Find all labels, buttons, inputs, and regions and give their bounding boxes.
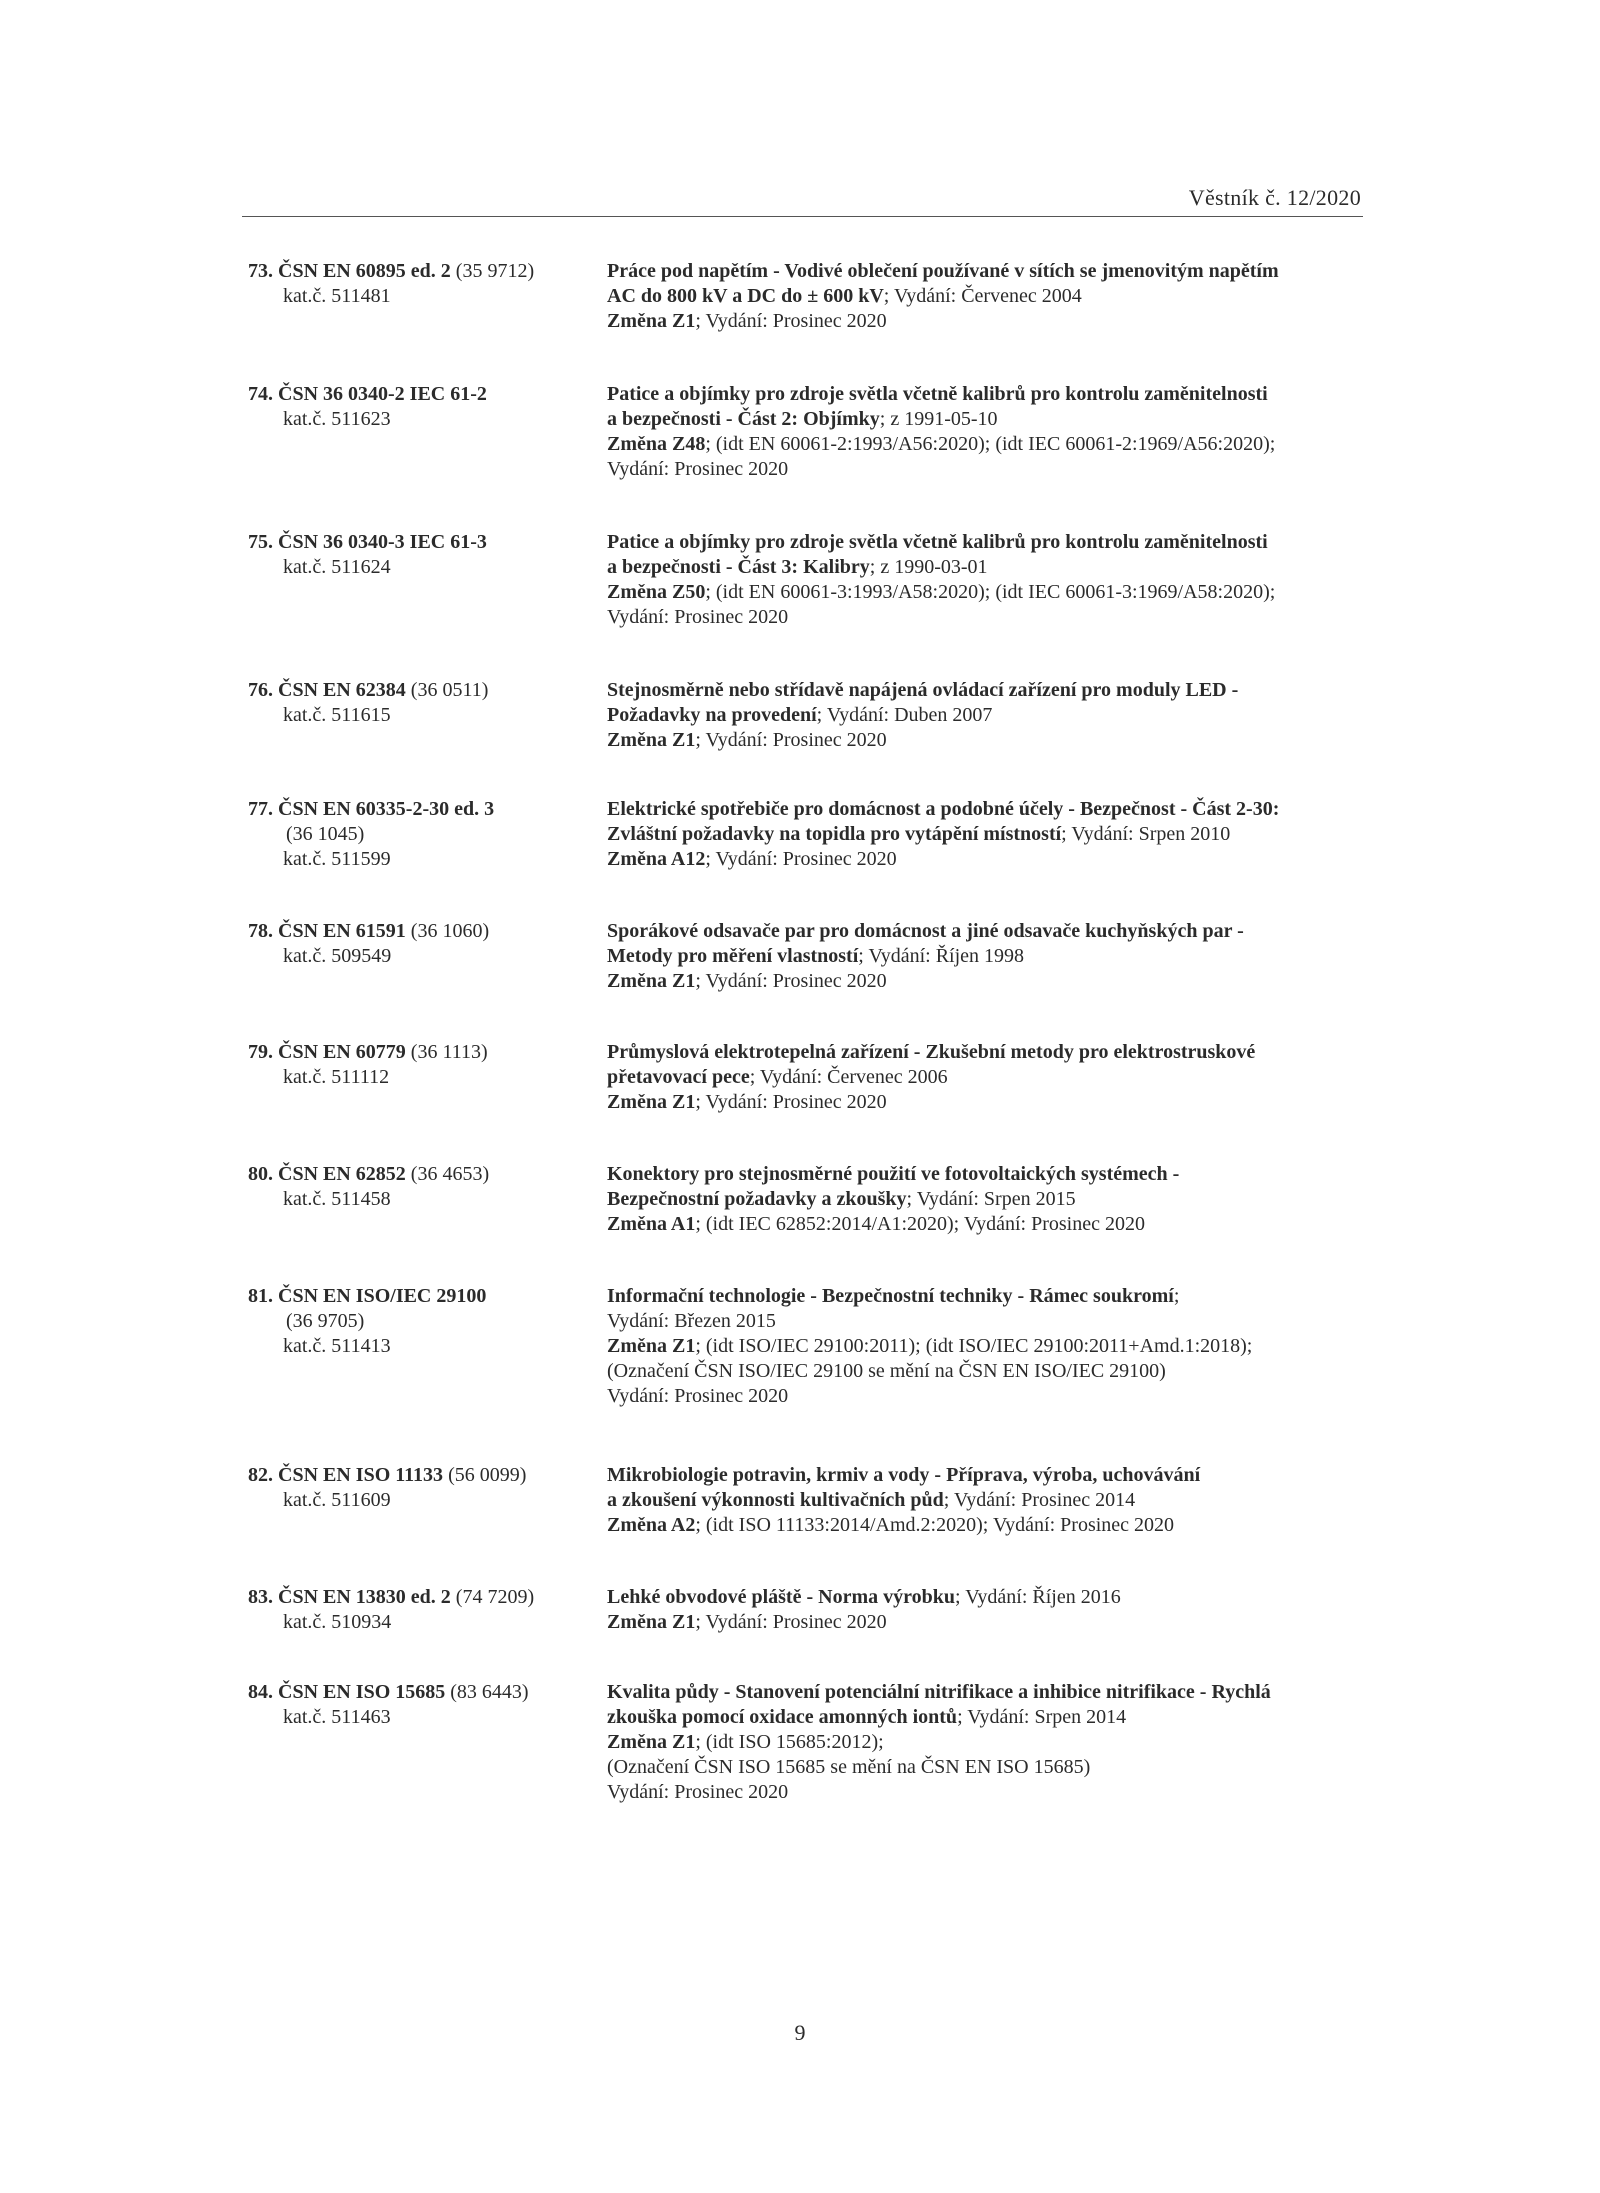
standard-description — [607, 1585, 1387, 1635]
description-line — [607, 1359, 1387, 1384]
title-text: Změna Z48 — [607, 433, 706, 455]
title-text: Požadavky na provedení — [607, 704, 817, 726]
detail-text: ; Vydání: Srpen 2015 — [906, 1188, 1076, 1210]
title-text: Změna Z1 — [607, 1335, 696, 1357]
detail-text: ; Vydání: Prosinec 2020 — [705, 848, 897, 870]
standard-description — [607, 382, 1387, 482]
description-line — [607, 432, 1387, 457]
entry-number: 76. — [248, 679, 273, 701]
title-text: Elektrické spotřebiče pro domácnost a podobné účely - Bezpečnost - Část 2-30: — [607, 798, 1280, 820]
description-line — [607, 1585, 1387, 1610]
detail-text: ; Vydání: Prosinec 2020 — [695, 1091, 887, 1113]
title-text: a bezpečnosti - Část 3: Kalibry — [607, 556, 870, 578]
standard-identifier — [248, 1284, 600, 1359]
detail-text: Vydání: Březen 2015 — [607, 1310, 776, 1332]
title-text: AC do 800 kV a DC do ± 600 kV — [607, 285, 884, 307]
standard-code: ČSN EN 60895 ed. 2 — [278, 260, 451, 282]
description-line — [607, 1610, 1387, 1635]
title-text: Stejnosměrně nebo střídavě napájená ovládací zařízení pro moduly LED - — [607, 679, 1239, 701]
standard-description — [607, 1463, 1387, 1538]
title-text: Lehké obvodové pláště - Norma výrobku — [607, 1586, 955, 1608]
detail-text: ; Vydání: Prosinec 2020 — [695, 310, 887, 332]
entry-number: 84. — [248, 1681, 273, 1703]
classification-number: (35 9712) — [455, 260, 535, 282]
standard-description — [607, 259, 1387, 334]
detail-text: ; Vydání: Duben 2007 — [816, 704, 993, 726]
bulletin-title: Věstník č. 12/2020 — [1188, 185, 1361, 210]
standard-identifier — [248, 797, 600, 872]
detail-text: Vydání: Prosinec 2020 — [607, 1385, 789, 1407]
entry-number: 75. — [248, 531, 273, 553]
description-line — [607, 1384, 1387, 1409]
description-line — [607, 1090, 1387, 1115]
description-line — [607, 1187, 1387, 1212]
standard-code: ČSN 36 0340-2 IEC 61-2 — [278, 383, 487, 405]
catalog-number: kat.č. 511609 — [283, 1489, 391, 1511]
description-line — [607, 284, 1387, 309]
description-line — [607, 1162, 1387, 1187]
description-line — [607, 1680, 1387, 1705]
standard-identifier — [248, 1585, 600, 1635]
standard-code: ČSN EN 62384 — [278, 679, 406, 701]
standard-code: ČSN EN ISO/IEC 29100 — [278, 1285, 487, 1307]
title-text: Změna A1 — [607, 1213, 696, 1235]
standard-identifier — [248, 259, 600, 309]
description-line — [607, 1513, 1387, 1538]
detail-text: ; z 1991-05-10 — [879, 408, 998, 430]
detail-text: ; (idt EN 60061-2:1993/A56:2020); (idt IEC 60061-2:1969/A56:2020); — [705, 433, 1276, 455]
standard-code: ČSN EN ISO 15685 — [278, 1681, 446, 1703]
standard-identifier — [248, 919, 600, 969]
description-line — [607, 1309, 1387, 1334]
title-text: Změna Z1 — [607, 1611, 696, 1633]
description-line — [607, 847, 1387, 872]
classification-number: (74 7209) — [455, 1586, 535, 1608]
detail-text: ; Vydání: Prosinec 2020 — [695, 970, 887, 992]
title-text: Kvalita půdy - Stanovení potenciální nitrifikace a inhibice nitrifikace - Rychlá — [607, 1681, 1271, 1703]
standard-description — [607, 1040, 1387, 1115]
detail-text: ; (idt EN 60061-3:1993/A58:2020); (idt IEC 60061-3:1969/A58:2020); — [705, 581, 1276, 603]
title-text: Zvláštní požadavky na topidla pro vytápění místností — [607, 823, 1062, 845]
title-text: Změna Z1 — [607, 310, 696, 332]
classification-number: (36 1045) — [286, 823, 365, 845]
classification-number: (56 0099) — [448, 1464, 527, 1486]
catalog-number: kat.č. 511599 — [283, 848, 391, 870]
standard-identifier — [248, 678, 600, 728]
detail-text: ; (idt ISO/IEC 29100:2011); (idt ISO/IEC 29100:2011+Amd.1:2018); — [695, 1335, 1253, 1357]
title-text: a zkoušení výkonnosti kultivačních půd — [607, 1489, 944, 1511]
detail-text: ; Vydání: Prosinec 2020 — [695, 1611, 887, 1633]
description-line — [607, 944, 1387, 969]
standard-identifier — [248, 1680, 600, 1730]
description-line — [607, 1212, 1387, 1237]
standard-code: ČSN EN 60335-2-30 ed. 3 — [278, 798, 495, 820]
description-line — [607, 1705, 1387, 1730]
description-line — [607, 605, 1387, 630]
standard-description — [607, 1680, 1387, 1805]
detail-text: ; Vydání: Srpen 2014 — [957, 1706, 1127, 1728]
detail-text: Vydání: Prosinec 2020 — [607, 606, 789, 628]
title-text: Patice a objímky pro zdroje světla včetně kalibrů pro kontrolu zaměnitelnosti — [607, 383, 1268, 405]
title-text: Změna Z1 — [607, 729, 696, 751]
standard-identifier — [248, 1162, 600, 1212]
catalog-number: kat.č. 511481 — [283, 285, 391, 307]
detail-text: ; (idt ISO 15685:2012); — [695, 1731, 884, 1753]
description-line — [607, 457, 1387, 482]
description-line — [607, 1730, 1387, 1755]
entry-number: 74. — [248, 383, 273, 405]
standard-identifier — [248, 1040, 600, 1090]
classification-number: (36 4653) — [410, 1163, 490, 1185]
description-line — [607, 728, 1387, 753]
description-line — [607, 1780, 1387, 1805]
detail-text: ; Vydání: Srpen 2010 — [1061, 823, 1231, 845]
entry-number: 82. — [248, 1464, 273, 1486]
description-line — [607, 259, 1387, 284]
description-line — [607, 797, 1387, 822]
detail-text: ; z 1990-03-01 — [869, 556, 988, 578]
standard-description — [607, 1162, 1387, 1237]
description-line — [607, 382, 1387, 407]
description-line — [607, 822, 1387, 847]
description-line — [607, 580, 1387, 605]
title-text: Konektory pro stejnosměrné použití ve fotovoltaických systémech - — [607, 1163, 1180, 1185]
description-line — [607, 1065, 1387, 1090]
classification-number: (83 6443) — [450, 1681, 529, 1703]
title-text: Změna Z1 — [607, 970, 696, 992]
entry-number: 73. — [248, 260, 273, 282]
description-line — [607, 1755, 1387, 1780]
title-text: Sporákové odsavače par pro domácnost a jiné odsavače kuchyňských par - — [607, 920, 1244, 942]
title-text: Patice a objímky pro zdroje světla včetně kalibrů pro kontrolu zaměnitelnosti — [607, 531, 1268, 553]
detail-text: ; Vydání: Říjen 1998 — [858, 945, 1025, 967]
title-text: Mikrobiologie potravin, krmiv a vody - Příprava, výroba, uchovávání — [607, 1464, 1201, 1486]
description-line — [607, 703, 1387, 728]
catalog-number: kat.č. 510934 — [283, 1611, 392, 1633]
description-line — [607, 1334, 1387, 1359]
catalog-number: kat.č. 511458 — [283, 1188, 391, 1210]
catalog-number: kat.č. 511463 — [283, 1706, 391, 1728]
description-line — [607, 555, 1387, 580]
entry-number: 78. — [248, 920, 273, 942]
entry-number: 80. — [248, 1163, 273, 1185]
catalog-number: kat.č. 511112 — [283, 1066, 390, 1088]
standard-description — [607, 919, 1387, 994]
description-line — [607, 678, 1387, 703]
catalog-number: kat.č. 511413 — [283, 1335, 391, 1357]
title-text: Změna A2 — [607, 1514, 696, 1536]
standard-description — [607, 530, 1387, 630]
title-text: Bezpečnostní požadavky a zkoušky — [607, 1188, 907, 1210]
standard-code: ČSN EN ISO 11133 — [278, 1464, 444, 1486]
catalog-number: kat.č. 511615 — [283, 704, 391, 726]
standard-identifier — [248, 382, 600, 432]
entry-number: 81. — [248, 1285, 273, 1307]
title-text: Změna Z50 — [607, 581, 706, 603]
standard-description — [607, 1284, 1387, 1409]
detail-text: ; — [1173, 1285, 1180, 1307]
standard-code: ČSN EN 13830 ed. 2 — [278, 1586, 451, 1608]
detail-text: ; Vydání: Prosinec 2020 — [695, 729, 887, 751]
page-header — [242, 184, 1363, 217]
detail-text: ; Vydání: Říjen 2016 — [955, 1586, 1121, 1608]
classification-number: (36 0511) — [410, 679, 489, 701]
title-text: Změna A12 — [607, 848, 706, 870]
detail-text: (Označení ČSN ISO/IEC 29100 se mění na ČSN EN ISO/IEC 29100) — [607, 1360, 1166, 1382]
standard-code: ČSN 36 0340-3 IEC 61-3 — [278, 531, 487, 553]
standard-code: ČSN EN 60779 — [278, 1041, 406, 1063]
description-line — [607, 530, 1387, 555]
classification-number: (36 9705) — [286, 1310, 365, 1332]
title-text: Změna Z1 — [607, 1091, 696, 1113]
standard-description — [607, 797, 1387, 872]
standard-identifier — [248, 530, 600, 580]
catalog-number: kat.č. 511624 — [283, 556, 391, 578]
title-text: zkouška pomocí oxidace amonných iontů — [607, 1706, 958, 1728]
description-line — [607, 1040, 1387, 1065]
description-line — [607, 1463, 1387, 1488]
title-text: přetavovací pece — [607, 1066, 750, 1088]
classification-number: (36 1060) — [410, 920, 490, 942]
description-line — [607, 1284, 1387, 1309]
description-line — [607, 407, 1387, 432]
detail-text: Vydání: Prosinec 2020 — [607, 458, 789, 480]
catalog-number: kat.č. 511623 — [283, 408, 391, 430]
description-line — [607, 1488, 1387, 1513]
page-number: 9 — [794, 2020, 806, 2045]
standard-code: ČSN EN 61591 — [278, 920, 406, 942]
title-text: a bezpečnosti - Část 2: Objímky — [607, 408, 880, 430]
entry-number: 79. — [248, 1041, 273, 1063]
detail-text: (Označení ČSN ISO 15685 se mění na ČSN EN ISO 15685) — [607, 1756, 1091, 1778]
description-line — [607, 969, 1387, 994]
title-text: Informační technologie - Bezpečnostní techniky - Rámec soukromí — [607, 1285, 1174, 1307]
description-line — [607, 309, 1387, 334]
standard-code: ČSN EN 62852 — [278, 1163, 406, 1185]
entry-number: 83. — [248, 1586, 273, 1608]
classification-number: (36 1113) — [410, 1041, 488, 1063]
catalog-number: kat.č. 509549 — [283, 945, 392, 967]
detail-text: ; (idt IEC 62852:2014/A1:2020); Vydání: Prosinec 2020 — [695, 1213, 1145, 1235]
description-line — [607, 919, 1387, 944]
detail-text: ; Vydání: Prosinec 2014 — [943, 1489, 1136, 1511]
standard-identifier — [248, 1463, 600, 1513]
standard-description — [607, 678, 1387, 753]
detail-text: ; Vydání: Červenec 2004 — [883, 285, 1082, 307]
title-text: Metody pro měření vlastností — [607, 945, 859, 967]
title-text: Práce pod napětím - Vodivé oblečení používané v sítích se jmenovitým napětím — [607, 260, 1279, 282]
entry-number: 77. — [248, 798, 273, 820]
detail-text: Vydání: Prosinec 2020 — [607, 1781, 789, 1803]
detail-text: ; Vydání: Červenec 2006 — [749, 1066, 948, 1088]
title-text: Změna Z1 — [607, 1731, 696, 1753]
detail-text: ; (idt ISO 11133:2014/Amd.2:2020); Vydání: Prosinec 2020 — [695, 1514, 1175, 1536]
title-text: Průmyslová elektrotepelná zařízení - Zkušební metody pro elektrostruskové — [607, 1041, 1256, 1063]
